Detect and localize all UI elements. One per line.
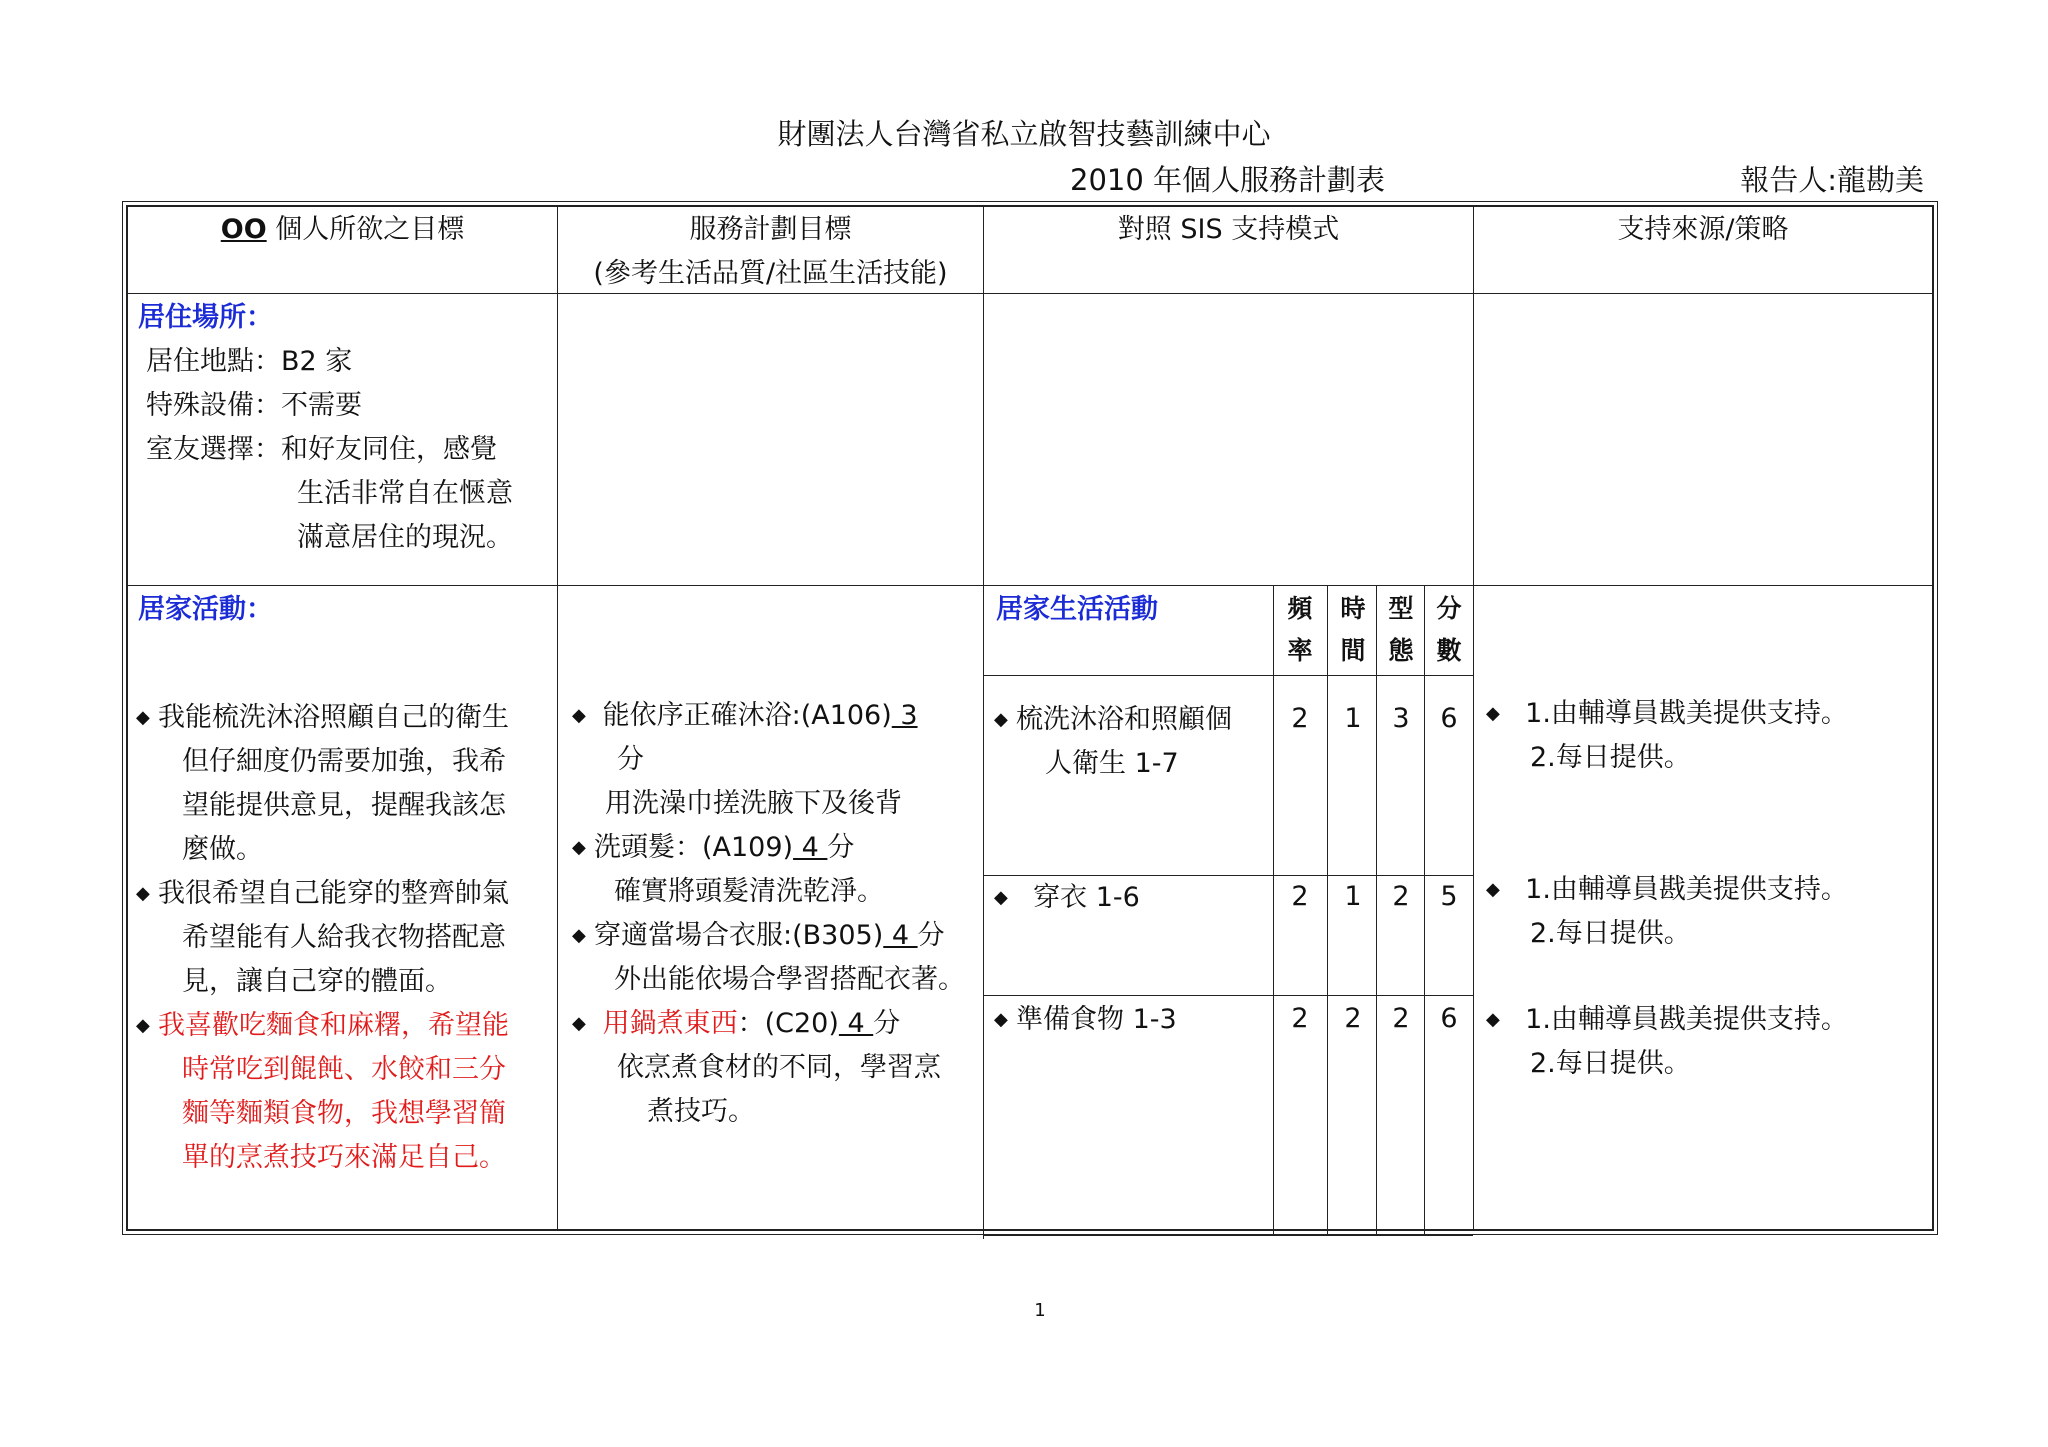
diamond-bullet-icon: ◆ [136, 707, 150, 728]
sis-row-line-2 [983, 995, 1473, 996]
sis-row-1-type: 3 [1392, 703, 1410, 734]
header-col-sis: 對照 SIS 支持模式 [1117, 214, 1340, 245]
sis-col-head-type [1381, 588, 1421, 672]
sis-row-2-score: 5 [1440, 881, 1458, 912]
residence-roommate-cont2: 滿意居住的現況。 [297, 522, 513, 553]
support-2-line-1: 1.由輔導員戡美提供支持。 [1525, 874, 1848, 905]
sis-row-2-label-1: 穿衣 1-6 [1033, 882, 1140, 913]
diamond-bullet-icon: ◆ [1486, 703, 1500, 724]
goal-item [136, 696, 509, 740]
sis-row-3-label-1: 準備食物 1-3 [1016, 1004, 1177, 1035]
diamond-bullet-icon: ◆ [1486, 1009, 1500, 1030]
sis-row-2-frequency: 2 [1291, 881, 1309, 912]
table-border-inner-bottom [126, 1229, 1934, 1231]
support-item [1486, 998, 1848, 1042]
service-dressing-score: 4 [883, 920, 918, 951]
goal-1-line-4: 麼做。 [182, 834, 263, 865]
table-border-inner-top [126, 205, 1934, 207]
sis-row-3-frequency: 2 [1291, 1003, 1309, 1034]
sis-row-line-bottom [983, 1235, 1473, 1236]
service-hairwash-label: 洗頭髮：(A109) [594, 832, 794, 863]
residence-roommate: 室友選擇：和好友同住，感覺 [146, 434, 497, 465]
header-col-goal-prefix: OO [220, 214, 267, 245]
page-number: 1 [1034, 1300, 1046, 1321]
service-item-cooking [572, 1002, 900, 1046]
service-dressing-unit: 分 [917, 920, 945, 951]
diamond-bullet-icon: ◆ [994, 1009, 1008, 1030]
service-bathing-score: 3 [891, 700, 918, 731]
sis-row-line-head [983, 675, 1473, 676]
plan-title: 2010 年個人服務計劃表 [1070, 163, 1386, 197]
sis-heading: 居家生活活動 [996, 594, 1158, 625]
diamond-bullet-icon: ◆ [1486, 879, 1500, 900]
service-bathing-unit: 分 [617, 744, 644, 775]
goal-1-line-3: 望能提供意見，提醒我該怎 [182, 790, 506, 821]
sis-col-head-type-2: 態 [1388, 636, 1414, 665]
sis-col-line-1 [1273, 585, 1274, 1235]
sis-row-label [994, 876, 1140, 920]
support-1-line-2: 2.每日提供。 [1530, 742, 1691, 773]
sis-row-2-time: 1 [1344, 881, 1362, 912]
header-col-support: 支持來源/策略 [1617, 214, 1789, 245]
residence-heading: 居住場所： [138, 302, 273, 333]
sis-col-head-score [1429, 588, 1469, 672]
sis-row-1-label-2: 人衛生 1-7 [1045, 748, 1179, 779]
diamond-bullet-icon: ◆ [136, 883, 150, 904]
diamond-bullet-icon: ◆ [572, 925, 586, 946]
sis-col-head-score-1: 分 [1436, 594, 1462, 623]
service-cooking-unit: 分 [873, 1008, 901, 1039]
support-3-line-2: 2.每日提供。 [1530, 1048, 1691, 1079]
service-item-bathing [572, 694, 918, 738]
diamond-bullet-icon: ◆ [572, 837, 586, 858]
diamond-bullet-icon: ◆ [572, 1013, 586, 1034]
service-cooking-code: ：(C20) [737, 1008, 839, 1039]
header-col-service-line1: 服務計劃目標 [689, 214, 852, 245]
service-hairwash-detail: 確實將頭髮清洗乾淨。 [614, 876, 884, 907]
support-item [1486, 868, 1848, 912]
service-cooking-score: 4 [838, 1008, 874, 1039]
org-title: 財團法人台灣省私立啟智技藝訓練中心 [777, 117, 1271, 151]
sis-row-2-type: 2 [1392, 881, 1410, 912]
sis-row-3-time: 2 [1344, 1003, 1362, 1034]
sis-row-3-score: 6 [1440, 1003, 1458, 1034]
goal-2-line-2: 希望能有人給我衣物搭配意 [182, 922, 506, 953]
residence-location: 居住地點：B2 家 [146, 346, 353, 377]
diamond-bullet-icon: ◆ [994, 709, 1008, 730]
service-dressing-detail: 外出能依場合學習搭配衣著。 [614, 964, 965, 995]
sis-col-line-3 [1376, 585, 1377, 1235]
service-bathing-detail: 用洗澡巾搓洗腋下及後背 [605, 788, 902, 819]
header-col-service [558, 208, 983, 296]
goal-3-line-3: 麵等麵類食物，我想學習簡 [182, 1098, 506, 1129]
sis-col-head-time-2: 間 [1340, 636, 1366, 665]
home-heading: 居家活動： [138, 594, 273, 625]
row-divider-header [126, 293, 1934, 294]
col-divider-2 [983, 205, 984, 1239]
goal-item [136, 1004, 509, 1048]
service-hairwash-unit: 分 [827, 832, 855, 863]
goal-2-line-1: 我很希望自己能穿的整齊帥氣 [158, 878, 509, 909]
residence-roommate-cont1: 生活非常自在愜意 [297, 478, 513, 509]
service-hairwash-score: 4 [793, 832, 828, 863]
service-cooking-detail-1: 依烹煮食材的不同，學習烹 [617, 1052, 941, 1083]
service-dressing-label: 穿適當場合衣服:(B305) [594, 920, 884, 951]
support-3-line-1: 1.由輔導員戡美提供支持。 [1525, 1004, 1848, 1035]
sis-col-head-time-1: 時 [1340, 594, 1366, 623]
reporter: 報告人:龍勘美 [1740, 163, 1924, 197]
sis-row-1-time: 1 [1344, 703, 1362, 734]
goal-3-line-4: 單的烹煮技巧來滿足自己。 [182, 1142, 506, 1173]
support-2-line-2: 2.每日提供。 [1530, 918, 1691, 949]
header-col-service-line2: (參考生活品質/社區生活技能) [593, 258, 948, 289]
header-col-goal-text: 個人所欲之目標 [266, 214, 465, 245]
goal-1-line-2: 但仔細度仍需要加強，我希 [182, 746, 506, 777]
col-divider-3 [1473, 205, 1474, 1231]
service-cooking-label-red: 用鍋煮東西 [602, 1008, 738, 1039]
service-item-dressing [572, 914, 945, 958]
sis-row-label [994, 698, 1232, 742]
table-border-inner-right [1932, 205, 1934, 1231]
residence-equipment: 特殊設備：不需要 [146, 390, 362, 421]
support-item [1486, 692, 1848, 736]
sis-row-1-score: 6 [1440, 703, 1458, 734]
sis-row-3-type: 2 [1392, 1003, 1410, 1034]
diamond-bullet-icon: ◆ [572, 705, 586, 726]
service-bathing-label: 能依序正確沐浴:(A106) [602, 700, 892, 731]
goal-item [136, 872, 509, 916]
service-item-hairwash [572, 826, 854, 870]
row-divider-residence [126, 585, 1934, 586]
diamond-bullet-icon: ◆ [136, 1015, 150, 1036]
sis-col-line-4 [1424, 585, 1425, 1235]
sis-col-line-2 [1327, 585, 1328, 1235]
sis-col-head-type-1: 型 [1388, 594, 1414, 623]
sis-row-1-label-1: 梳洗沐浴和照顧個 [1016, 704, 1232, 735]
col-divider-1 [557, 205, 558, 1231]
sis-col-head-frequency-1: 頻 [1287, 594, 1313, 623]
support-1-line-1: 1.由輔導員戡美提供支持。 [1525, 698, 1848, 729]
goal-1-line-1: 我能梳洗沐浴照顧自己的衛生 [158, 702, 509, 733]
diamond-bullet-icon: ◆ [994, 887, 1008, 908]
sis-col-head-frequency-2: 率 [1287, 636, 1313, 665]
table-border-inner-left [126, 205, 128, 1231]
sis-row-1-frequency: 2 [1291, 703, 1309, 734]
sis-col-head-time [1333, 588, 1373, 672]
goal-2-line-3: 見，讓自己穿的體面。 [182, 966, 452, 997]
sis-col-head-score-2: 數 [1436, 636, 1462, 665]
goal-3-line-2: 時常吃到餛飩、水餃和三分 [182, 1054, 506, 1085]
header-col-goal [128, 208, 557, 252]
goal-3-line-1: 我喜歡吃麵食和麻糬，希望能 [158, 1010, 509, 1041]
service-cooking-detail-2: 煮技巧。 [647, 1096, 755, 1127]
sis-row-label [994, 998, 1177, 1042]
sis-col-head-frequency [1280, 588, 1320, 672]
